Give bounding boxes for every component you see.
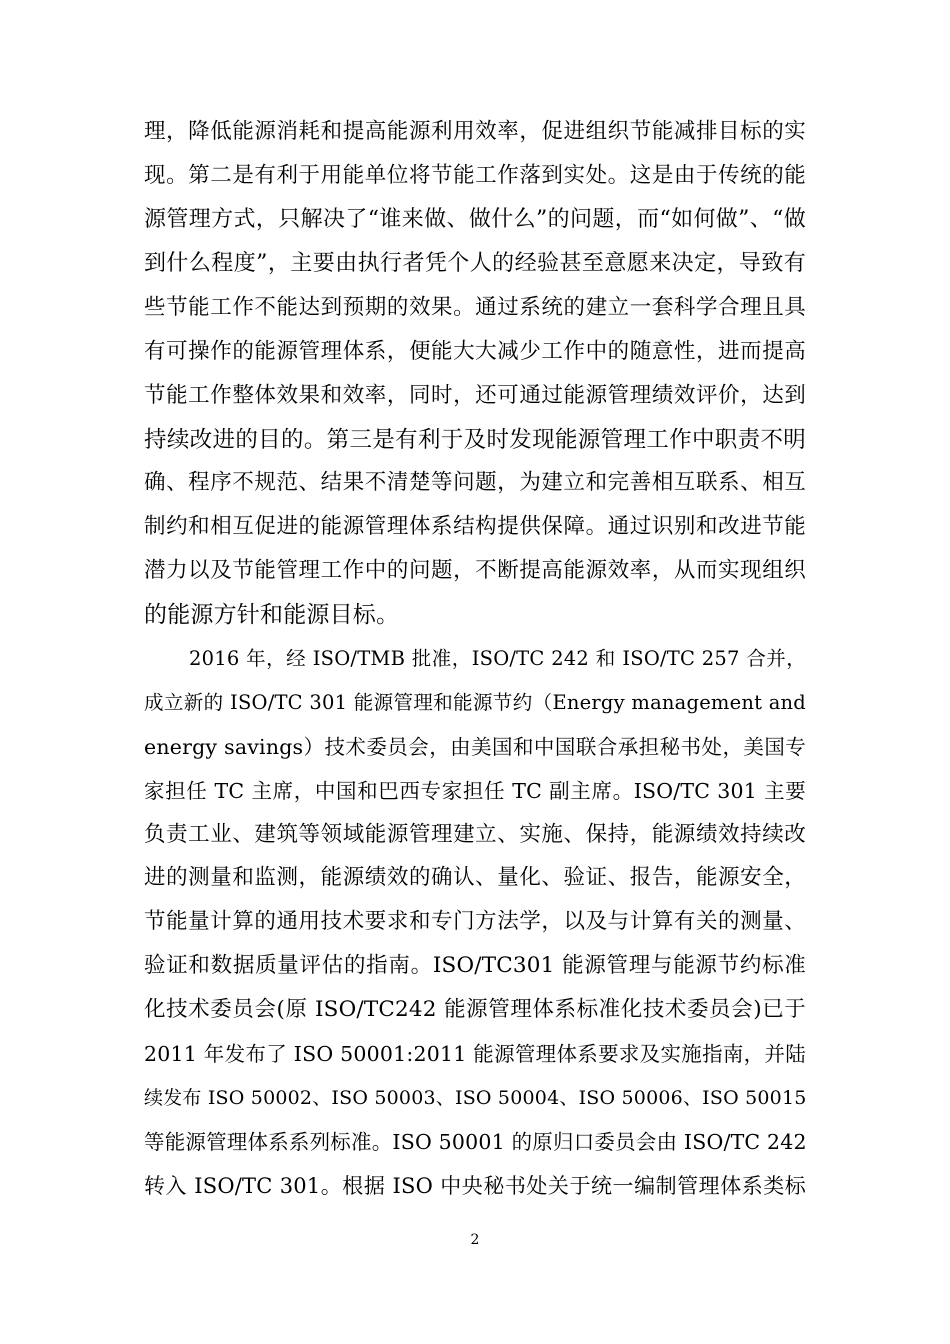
text-line: 节能工作整体效果和效率，同时，还可通过能源管理绩效评价，达到 <box>144 383 806 408</box>
text-line: 持续改进的目的。第三是有利于及时发现能源管理工作中职责不明 <box>144 427 806 453</box>
text-line: 续发布 ISO 50002、ISO 50003、ISO 50004、ISO 50006、ISO 50015 <box>144 1087 807 1109</box>
text-line: 源管理方式，只解决了“谁来做、做什么”的问题，而“如何做”、“做 <box>144 207 806 232</box>
text-line: 现。第二是有利于用能单位将节能工作落到实处。这是由于传统的能 <box>144 163 806 188</box>
text-line: 2011 年发布了 ISO 50001:2011 能源管理体系要求及实施指南，并陆 <box>144 1042 806 1066</box>
text-line: 化技术委员会(原 ISO/TC242 能源管理体系标准化技术委员会)已于 <box>144 997 806 1022</box>
paragraph-first-line: 2016 年，经 ISO/TMB 批准，ISO/TC 242 和 ISO/TC 257 合并， <box>189 647 806 670</box>
text-line: 节能量计算的通用技术要求和专门方法学，以及与计算有关的测量、 <box>144 909 806 934</box>
text-line: 潜力以及节能管理工作中的问题，不断提高能源效率，从而实现组织 <box>144 558 806 583</box>
text-line: 有可操作的能源管理体系，便能大大减少工作中的随意性，进而提高 <box>144 339 806 364</box>
text-line: 等能源管理体系系列标准。ISO 50001 的原归口委员会由 ISO/TC 242 <box>144 1130 807 1154</box>
text-line: 负责工业、建筑等领域能源管理建立、实施、保持，能源绩效持续改 <box>144 822 806 847</box>
page-number: 2 <box>470 1232 480 1248</box>
text-line: 家担任 TC 主席，中国和巴西专家担任 TC 副主席。ISO/TC 301 主要 <box>144 779 806 803</box>
text-line: 转入 ISO/TC 301。根据 ISO 中央秘书处关于统一编制管理体系类标 <box>144 1174 806 1198</box>
text-line: 确、程序不规范、结果不清楚等问题，为建立和完善相互联系、相互 <box>144 470 806 495</box>
text-line: 成立新的 ISO/TC 301 能源管理和能源节约（Energy management and <box>144 691 806 714</box>
text-line: 的能源方针和能源目标。 <box>144 602 400 628</box>
text-line: energy savings）技术委员会，由美国和中国联合承担秘书处，美国专 <box>144 735 806 759</box>
text-line: 进的测量和监测，能源绩效的确认、量化、验证、报告，能源安全， <box>144 865 806 890</box>
text-line: 制约和相互促进的能源管理体系结构提供保障。通过识别和改进节能 <box>144 514 806 539</box>
text-line: 理，降低能源消耗和提高能源利用效率，促进组织节能减排目标的实 <box>144 119 806 144</box>
text-line: 到什么程度”，主要由执行者凭个人的经验甚至意愿来决定，导致有 <box>144 251 806 276</box>
text-line: 些节能工作不能达到预期的效果。通过系统的建立一套科学合理且具 <box>144 295 806 320</box>
text-line: 验证和数据质量评估的指南。ISO/TC301 能源管理与能源节约标准 <box>144 953 806 978</box>
